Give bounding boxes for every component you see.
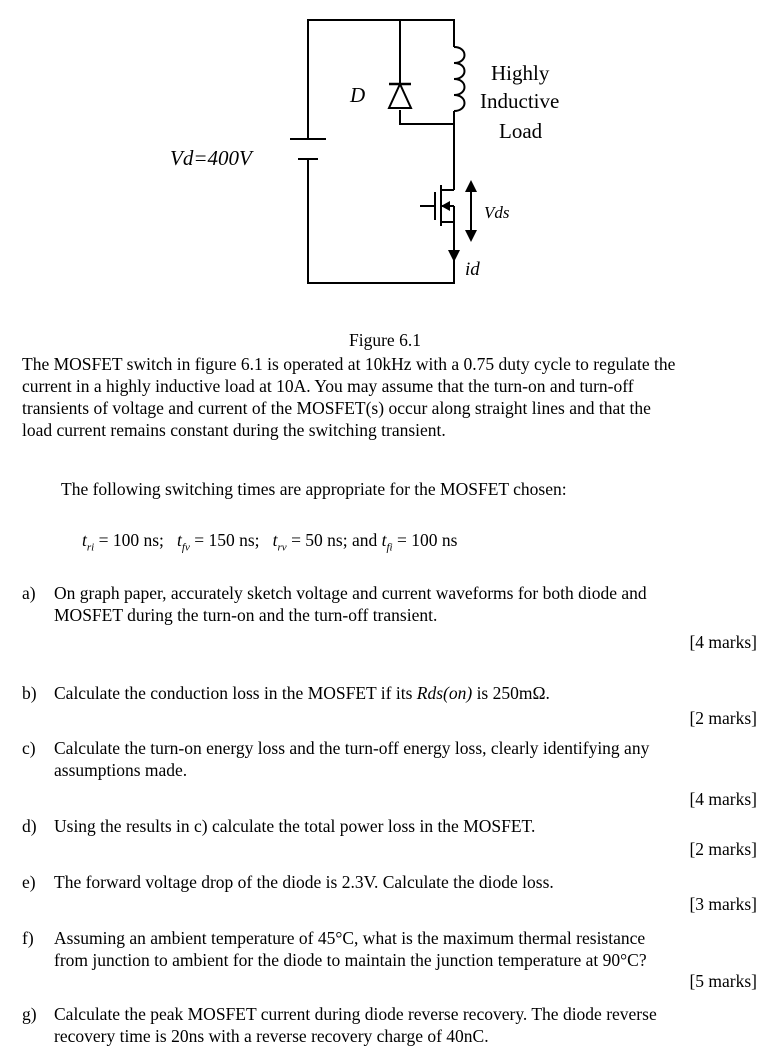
question-line: On graph paper, accurately sketch voltage and current waveforms for both diode and <box>54 583 647 603</box>
marks-label: [5 marks] <box>689 971 757 991</box>
intro-line: current in a highly inductive load at 10A. You may assume that the turn-on and turn-off <box>22 376 634 396</box>
figure-caption: Figure 6.1 <box>349 330 421 350</box>
diode-icon <box>389 84 411 108</box>
question-letter: c) <box>22 738 36 758</box>
marks-label: [4 marks] <box>689 632 757 652</box>
diode-label: D <box>350 83 366 107</box>
time-tfi: $t_{fi} = 100$ ns <box>381 530 458 554</box>
marks-label: [2 marks] <box>689 708 757 728</box>
question-line: Assuming an ambient temperature of 45°C, what is the maximum thermal resistance <box>54 928 646 948</box>
marks-label: [4 marks] <box>689 789 757 809</box>
intro-line: transients of voltage and current of the MOSFET(s) occur along straight lines and that the <box>22 398 651 418</box>
question-letter: f) <box>22 928 34 948</box>
time-tri: $t_{ri} = 100$ ns; <box>82 530 164 554</box>
question-letter: g) <box>22 1004 37 1024</box>
load-label-1: Highly <box>491 61 550 85</box>
time-tfv: $t_{fv} = 150$ ns; <box>177 530 260 554</box>
question-letter: e) <box>22 872 36 892</box>
question-letter: b) <box>22 683 37 703</box>
circuit-diagram <box>0 0 777 300</box>
question-line: assumptions made. <box>54 760 188 780</box>
vds-arrow-icon <box>465 180 477 192</box>
question-line: recovery time is 20ns with a reverse recovery charge of 40nC. <box>54 1026 489 1046</box>
load-label-2: Inductive <box>480 89 560 113</box>
switching-intro: The following switching times are appropriate for the MOSFET chosen: <box>61 479 567 499</box>
marks-label: [2 marks] <box>689 839 757 859</box>
question-line: The forward voltage drop of the diode is 2.3V. Calculate the diode loss. <box>54 872 554 892</box>
question-letter: a) <box>22 583 36 603</box>
question-line: Using the results in c) calculate the total power loss in the MOSFET. <box>54 816 536 836</box>
id-arrow-icon <box>448 250 460 262</box>
question-line: MOSFET during the turn-on and the turn-off transient. <box>54 605 438 625</box>
time-trv: $t_{rv} = 50$ ns; and <box>272 530 378 554</box>
load-label-3: Load <box>499 119 543 143</box>
rds-on-symbol: Rds(on) <box>416 683 473 703</box>
question-line: from junction to ambient for the diode to maintain the junction temperature at 90°C? <box>54 950 647 970</box>
question-line: Calculate the turn-on energy loss and the turn-off energy loss, clearly identifying any <box>54 738 650 758</box>
question-line: Calculate the peak MOSFET current during diode reverse recovery. The diode reverse <box>54 1004 657 1024</box>
intro-line: load current remains constant during the switching transient. <box>22 420 446 440</box>
intro-paragraph <box>22 353 760 441</box>
switching-times <box>82 529 457 559</box>
id-label: id <box>465 259 480 280</box>
vds-label: Vds <box>484 203 510 222</box>
supply-label: Vd=400V <box>170 146 252 170</box>
question-text: Calculate the conduction loss in the MOSFET if its <box>54 683 417 703</box>
marks-label: [3 marks] <box>689 894 757 914</box>
intro-line: The MOSFET switch in figure 6.1 is operated at 10kHz with a 0.75 duty cycle to regulate the <box>22 354 676 374</box>
question-letter: d) <box>22 816 37 836</box>
